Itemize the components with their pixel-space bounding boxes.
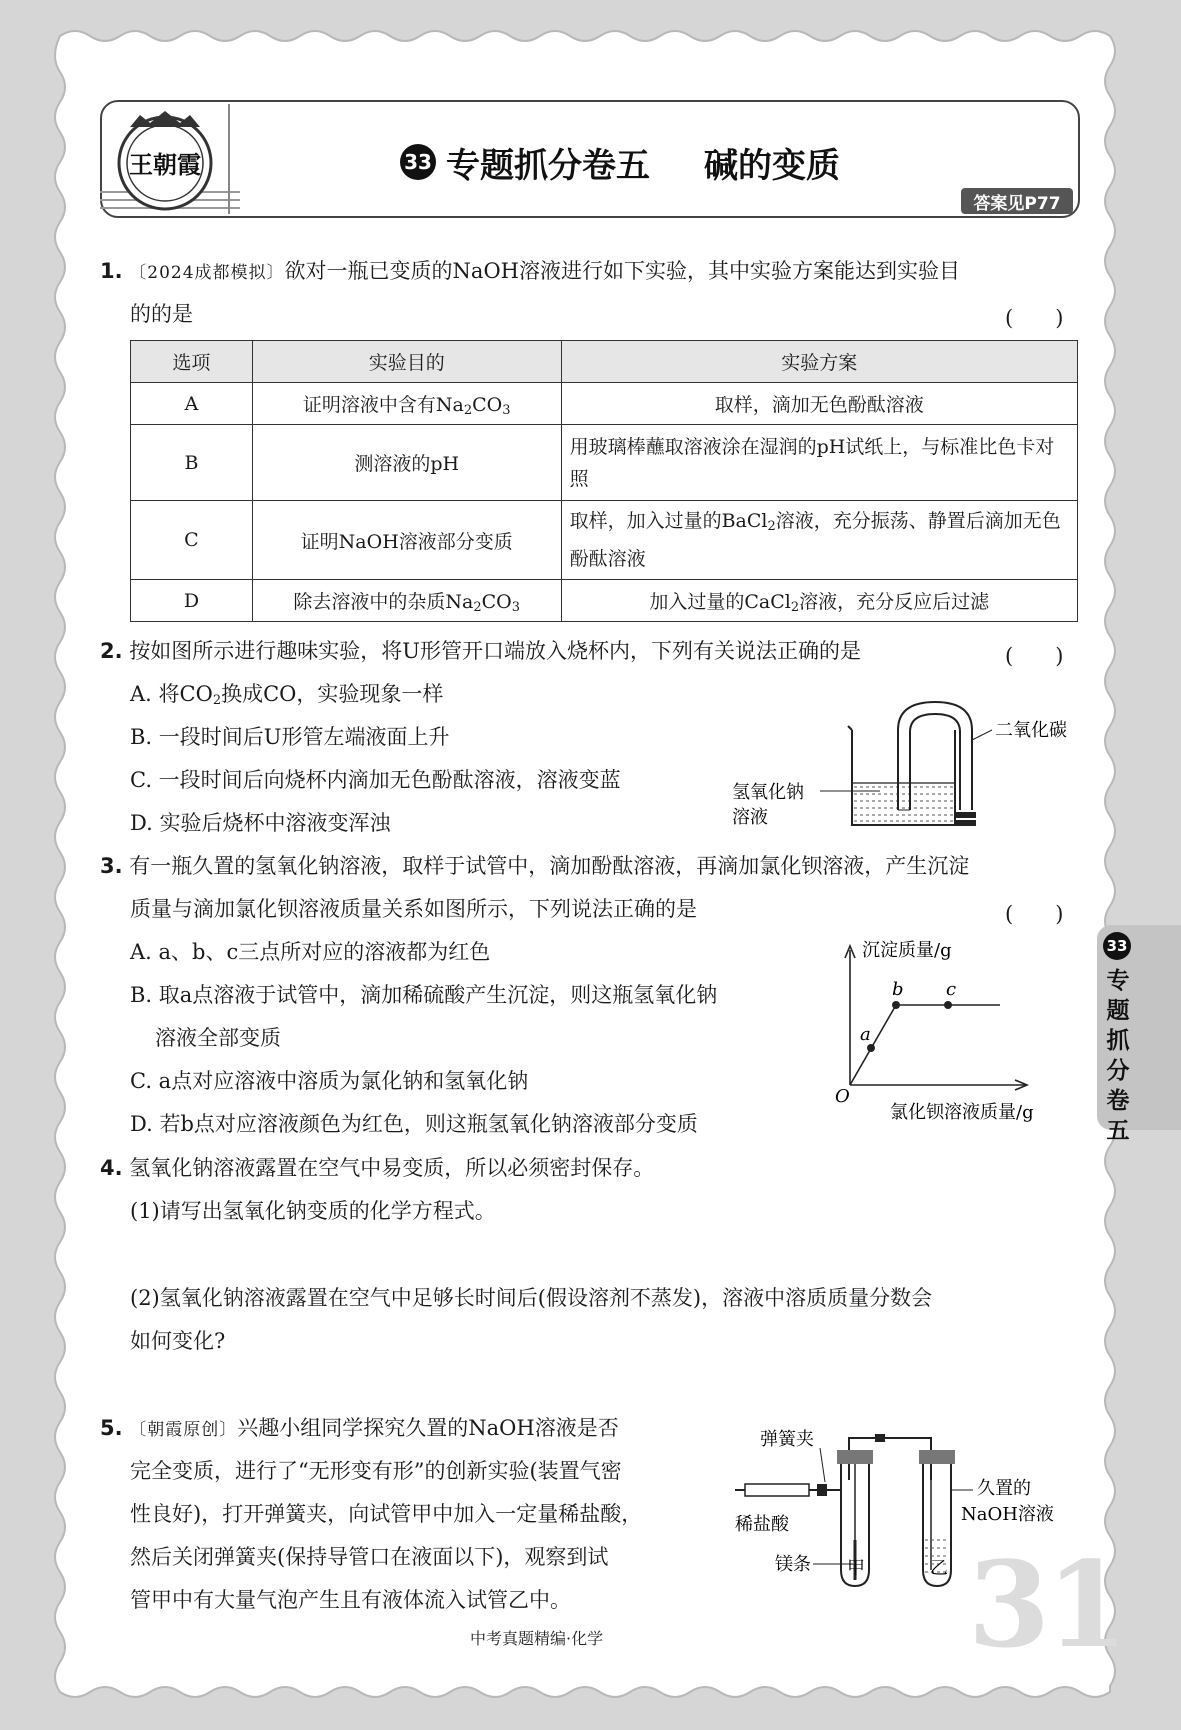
option-c: C. a点对应溶液中溶质为氯化钠和氢氧化钠 bbox=[130, 1069, 529, 1093]
question-5 bbox=[100, 1407, 619, 1452]
label-naoh-line1: 氢氧化钠 bbox=[732, 782, 804, 803]
label-mg-strip: 镁条 bbox=[775, 1554, 811, 1575]
table-cell: B bbox=[131, 425, 253, 501]
label-old-naoh-line2: NaOH溶液 bbox=[961, 1504, 1054, 1525]
table-cell: 证明溶液中含有$Na_2CO_3$ bbox=[252, 383, 561, 425]
label-tube-b: 乙 bbox=[930, 1558, 948, 1579]
table-cell: 用玻璃棒蘸取溶液涂在湿润的pH试纸上，与标准比色卡对照 bbox=[561, 425, 1077, 501]
table-row bbox=[131, 425, 1078, 501]
option-a: A. a、b、c三点所对应的溶液都为红色 bbox=[130, 940, 491, 964]
table-header: 实验目的 bbox=[252, 341, 561, 383]
question-3-line2: 质量与滴加氯化钡溶液质量关系如图所示，下列说法正确的是 bbox=[130, 897, 697, 921]
logo-text: 王朝霞 bbox=[129, 150, 201, 179]
question-stem-line: 有一瓶久置的氢氧化钠溶液，取样于试管中，滴加酚酞溶液，再滴加氯化钡溶液，产生沉淀 bbox=[129, 854, 970, 878]
answer-paren: ( ) bbox=[1005, 644, 1064, 668]
label-co2: 二氧化碳 bbox=[995, 720, 1067, 741]
label-old-naoh-line1: 久置的 bbox=[977, 1478, 1031, 1499]
question-number: 3. bbox=[100, 854, 123, 878]
table-cell: 测溶液的pH bbox=[252, 425, 561, 501]
question-source-tag: 〔朝霞原创〕 bbox=[129, 1420, 238, 1440]
question-stem: 氢氧化钠溶液露置在空气中易变质，所以必须密封保存。 bbox=[129, 1156, 655, 1180]
question-5-line5: 管甲中有大量气泡产生且有液体流入试管乙中。 bbox=[130, 1588, 571, 1612]
option-a: A. 将$CO_2$换成CO，实验现象一样 bbox=[130, 682, 444, 708]
page-title bbox=[400, 140, 840, 184]
question-number: 4. bbox=[100, 1156, 123, 1180]
option-b: B. 一段时间后U形管左端液面上升 bbox=[130, 725, 450, 749]
question-number: 5. bbox=[100, 1416, 123, 1440]
answer-paren: ( ) bbox=[1005, 902, 1064, 926]
question-1 bbox=[100, 250, 1080, 295]
table-header: 实验方案 bbox=[561, 341, 1077, 383]
title-sub: 碱的变质 bbox=[704, 145, 840, 186]
answer-paren: ( ) bbox=[1005, 306, 1064, 330]
question-5-line2: 完全变质，进行了“无形变有形”的创新实验(装置气密 bbox=[130, 1459, 622, 1483]
table-cell: C bbox=[131, 501, 253, 580]
table-header: 选项 bbox=[131, 341, 253, 383]
label-dilute-hcl: 稀盐酸 bbox=[735, 1514, 789, 1535]
precipitate-graph bbox=[830, 940, 1090, 1130]
question-5-line4: 然后关闭弹簧夹(保持导管口在液面以下)，观察到试 bbox=[130, 1545, 609, 1569]
option-d: D. 若b点对应溶液颜色为红色，则这瓶氢氧化钠溶液部分变质 bbox=[130, 1112, 698, 1136]
question-number: 1. bbox=[100, 259, 123, 283]
table-row bbox=[131, 383, 1078, 425]
side-tab-number: 33 bbox=[1103, 932, 1131, 960]
table-cell: D bbox=[131, 580, 253, 622]
point-b-label: b bbox=[892, 979, 904, 1000]
option-c: C. 一段时间后向烧杯内滴加无色酚酞溶液，溶液变蓝 bbox=[130, 768, 621, 792]
question-3 bbox=[100, 845, 969, 888]
question-stem: 按如图所示进行趣味实验，将U形管开口端放入烧杯内，下列有关说法正确的是 bbox=[129, 639, 861, 663]
table-cell: 除去溶液中的杂质$Na_2CO_3$ bbox=[252, 580, 561, 622]
side-tab-text: 专 题 抓 分 卷 五 bbox=[1106, 968, 1130, 1144]
table-cell: A bbox=[131, 383, 253, 425]
question-source-tag: 〔2024成都模拟〕 bbox=[129, 263, 285, 283]
label-tube-a: 甲 bbox=[847, 1558, 865, 1579]
table-row bbox=[131, 580, 1078, 622]
question-1-table bbox=[130, 340, 1078, 622]
table-cell: 取样，滴加无色酚酞溶液 bbox=[561, 383, 1077, 425]
question-2 bbox=[100, 630, 861, 673]
table-cell: 加入过量的CaCl$_2$溶液，充分反应后过滤 bbox=[561, 580, 1077, 622]
question-stem-line: 欲对一瓶已变质的NaOH溶液进行如下实验，其中实验方案能达到实验目 bbox=[284, 259, 960, 283]
option-b: B. 取a点溶液于试管中，滴加稀硫酸产生沉淀，则这瓶氢氧化钠 bbox=[130, 983, 718, 1007]
table-cell: 证明NaOH溶液部分变质 bbox=[252, 501, 561, 580]
x-axis-label: 氯化钡溶液质量/g bbox=[890, 1102, 1034, 1123]
publisher-logo bbox=[110, 105, 220, 215]
sub-question-1: (1)请写出氢氧化钠变质的化学方程式。 bbox=[130, 1199, 496, 1223]
y-axis-label: 沉淀质量/g bbox=[862, 940, 952, 961]
table-cell: 取样，加入过量的BaCl$_2$溶液，充分振荡、静置后滴加无色酚酞溶液 bbox=[561, 501, 1077, 580]
answer-reference-badge: 答案见P77 bbox=[961, 188, 1073, 214]
label-naoh-line2: 溶液 bbox=[732, 807, 768, 828]
sub-question-2-line1: (2)氢氧化钠溶液露置在空气中足够长时间后(假设溶剂不蒸发)，溶液中溶质质量分数会 bbox=[130, 1286, 933, 1310]
question-4 bbox=[100, 1147, 654, 1190]
question-5-line3: 性良好)，打开弹簧夹，向试管甲中加入一定量稀盐酸， bbox=[130, 1502, 643, 1526]
footer-text: 中考真题精编·化学 bbox=[470, 1629, 604, 1648]
sub-question-2-line2: 如何变化? bbox=[130, 1329, 226, 1353]
title-number-badge: 33 bbox=[400, 144, 436, 180]
title-main: 专题抓分卷五 bbox=[446, 145, 650, 186]
table-row bbox=[131, 501, 1078, 580]
label-spring-clip: 弹簧夹 bbox=[760, 1429, 814, 1450]
page-number: 31 bbox=[968, 1535, 1125, 1674]
option-b-cont: 溶液全部变质 bbox=[155, 1026, 281, 1050]
origin-label: O bbox=[835, 1086, 850, 1107]
logo-divider bbox=[228, 104, 230, 214]
question-number: 2. bbox=[100, 639, 123, 663]
option-d: D. 实验后烧杯中溶液变浑浊 bbox=[130, 811, 391, 835]
point-c-label: c bbox=[946, 979, 957, 1000]
question-1-line2: 的的是 bbox=[130, 302, 193, 326]
question-stem-line: 兴趣小组同学探究久置的NaOH溶液是否 bbox=[237, 1416, 619, 1440]
u-tube-diagram bbox=[730, 690, 1090, 840]
point-a-label: a bbox=[860, 1024, 871, 1045]
